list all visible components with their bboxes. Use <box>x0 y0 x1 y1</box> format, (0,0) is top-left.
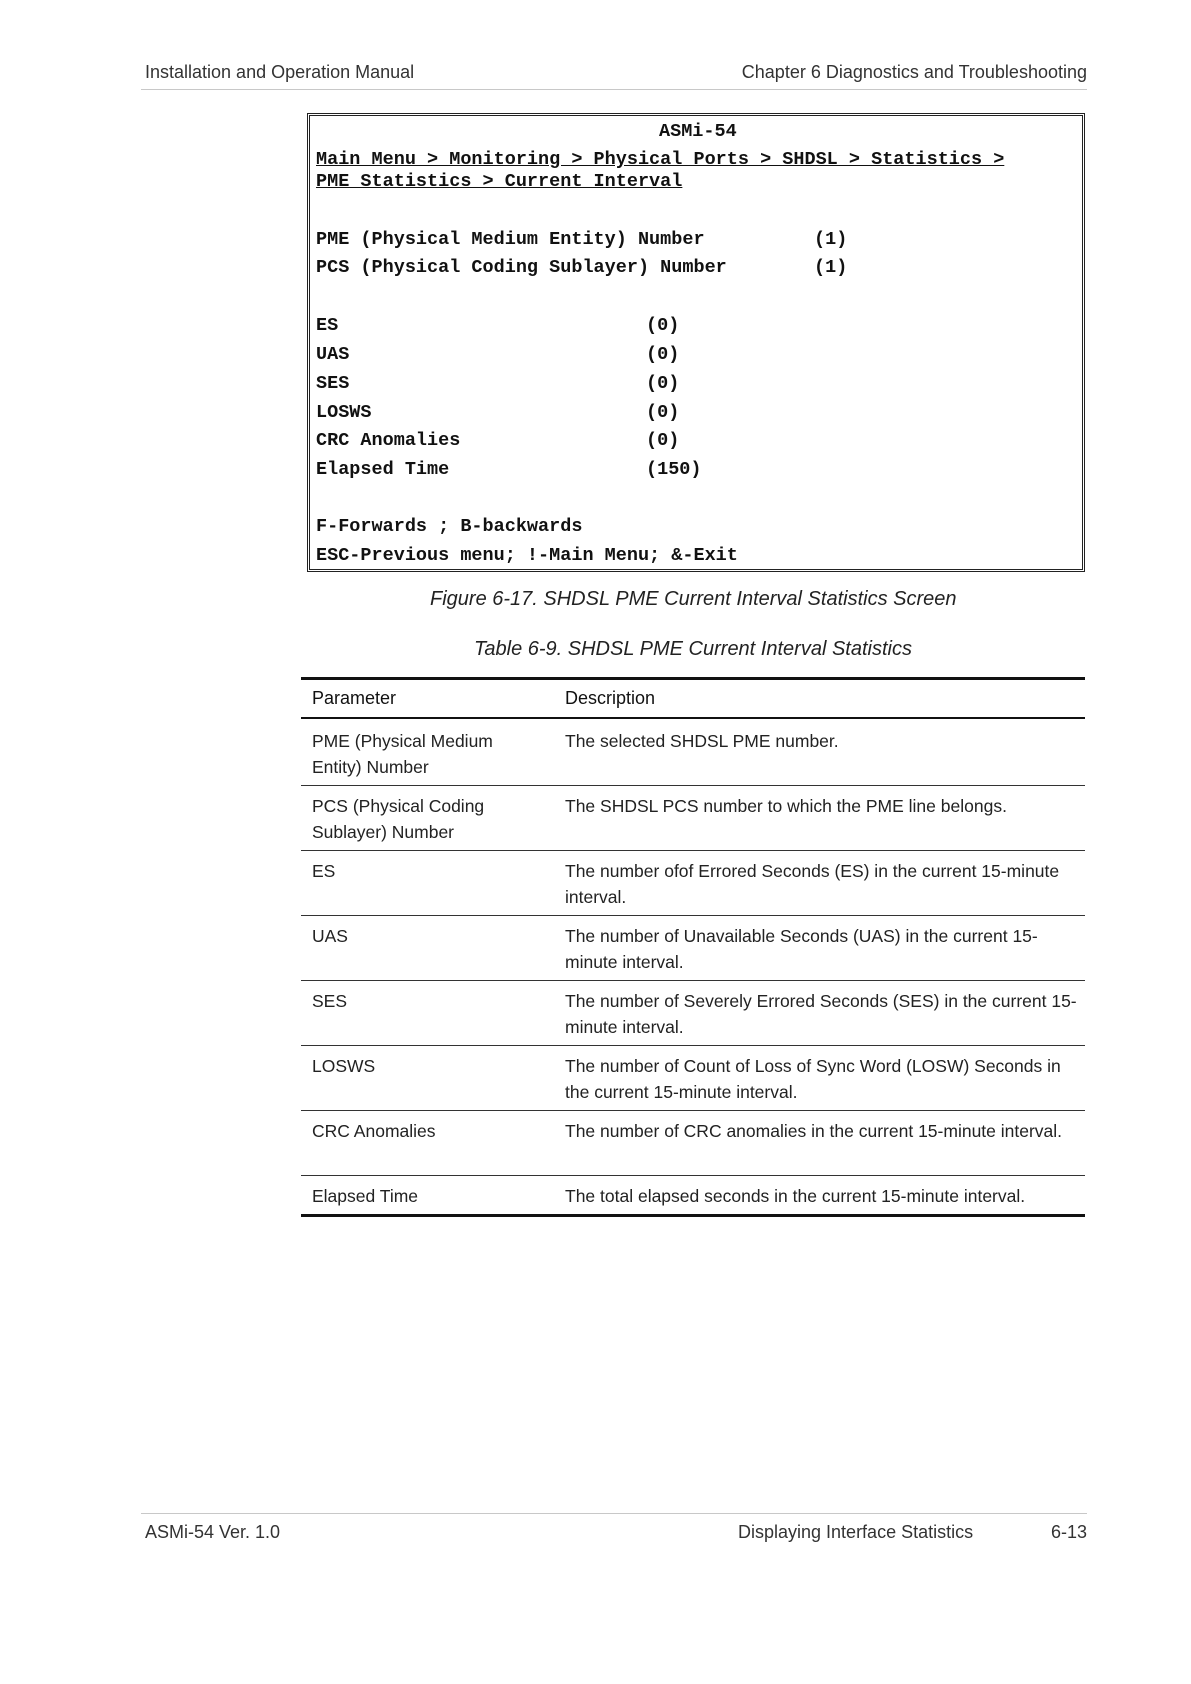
stat-label-elapsed-time: Elapsed Time <box>316 459 450 480</box>
table-row-divider <box>301 1175 1085 1176</box>
stat-value-crc-anomalies: (0) <box>646 430 680 451</box>
terminal-breadcrumb-line1: Main Menu > Monitoring > Physical Ports > SHDSL > Statistics > <box>316 149 1005 170</box>
stat-value-ses: (0) <box>646 373 680 394</box>
figure-caption: Figure 6-17. SHDSL PME Current Interval Statistics Screen <box>430 588 957 610</box>
footer-divider <box>141 1513 1087 1514</box>
terminal-title: ASMi-54 <box>659 121 737 142</box>
table-row-param: ES <box>312 861 336 881</box>
pme-number-label: PME (Physical Medium Entity) Number <box>316 229 705 250</box>
stat-label-uas: UAS <box>316 344 350 365</box>
table-bottom-rule <box>301 1214 1085 1217</box>
table-row-param: PME (Physical Medium Entity) Number <box>312 731 493 777</box>
table-row-divider <box>301 785 1085 786</box>
footer-product-version: ASMi-54 Ver. 1.0 <box>145 1522 281 1542</box>
table-row-divider <box>301 980 1085 981</box>
table-row-divider <box>301 1110 1085 1111</box>
pcs-number-label: PCS (Physical Coding Sublayer) Number <box>316 257 727 278</box>
table-header-parameter: Parameter <box>312 688 397 708</box>
table-caption: Table 6-9. SHDSL PME Current Interval Statistics <box>474 638 912 660</box>
terminal-screen <box>307 113 1085 572</box>
stat-label-crc-anomalies: CRC Anomalies <box>316 430 461 451</box>
pcs-number-value: (1) <box>814 257 848 278</box>
table-row-param: UAS <box>312 926 348 946</box>
table-row-param: SES <box>312 991 348 1011</box>
stat-label-es: ES <box>316 315 339 336</box>
table-header-description: Description <box>565 688 656 708</box>
table-top-rule <box>301 677 1085 680</box>
stat-value-losws: (0) <box>646 402 680 423</box>
table-row-desc: The selected SHDSL PME number. <box>565 731 839 751</box>
table-row-desc: The number of Count of Loss of Sync Word (LOSW) Seconds in the current 15-minute interval. <box>565 1056 1061 1102</box>
terminal-nav-hint-2: ESC-Previous menu; !-Main Menu; &-Exit <box>316 545 738 566</box>
table-row-divider <box>301 850 1085 851</box>
terminal-breadcrumb-line2: PME Statistics > Current Interval <box>316 171 683 192</box>
stat-value-uas: (0) <box>646 344 680 365</box>
stat-label-ses: SES <box>316 373 350 394</box>
table-row-divider <box>301 915 1085 916</box>
table-row-desc: The number ofof Errored Seconds (ES) in the current 15-minute interval. <box>565 861 1060 907</box>
table-row-desc: The number of CRC anomalies in the current 15-minute interval. <box>565 1121 1063 1141</box>
table-header-rule <box>301 717 1085 719</box>
table-row-desc: The SHDSL PCS number to which the PME line belongs. <box>565 796 1007 816</box>
stat-value-elapsed-time: (150) <box>646 459 702 480</box>
footer-page-number: 6-13 <box>1050 1522 1087 1542</box>
pme-number-value: (1) <box>814 229 848 250</box>
table-row-param: Elapsed Time <box>312 1186 419 1206</box>
header-chapter-title: Chapter 6 Diagnostics and Troubleshooting <box>741 62 1087 82</box>
footer-section-title: Displaying Interface Statistics <box>738 1522 974 1542</box>
table-row-desc: The total elapsed seconds in the current 15-minute interval. <box>565 1186 1026 1206</box>
table-row-desc: The number of Severely Errored Seconds (SES) in the current 15-minute interval. <box>565 991 1077 1037</box>
table-row-param: LOSWS <box>312 1056 376 1076</box>
table-row-divider <box>301 1045 1085 1046</box>
table-row-param: CRC Anomalies <box>312 1121 436 1141</box>
table-row-param: PCS (Physical Coding Sublayer) Number <box>312 796 485 842</box>
stat-value-es: (0) <box>646 315 680 336</box>
header-divider <box>141 89 1087 90</box>
stat-label-losws: LOSWS <box>316 402 372 423</box>
terminal-nav-hint-1: F-Forwards ; B-backwards <box>316 516 583 537</box>
table-row-desc: The number of Unavailable Seconds (UAS) in the current 15-minute interval. <box>565 926 1038 972</box>
header-manual-title: Installation and Operation Manual <box>145 62 415 82</box>
